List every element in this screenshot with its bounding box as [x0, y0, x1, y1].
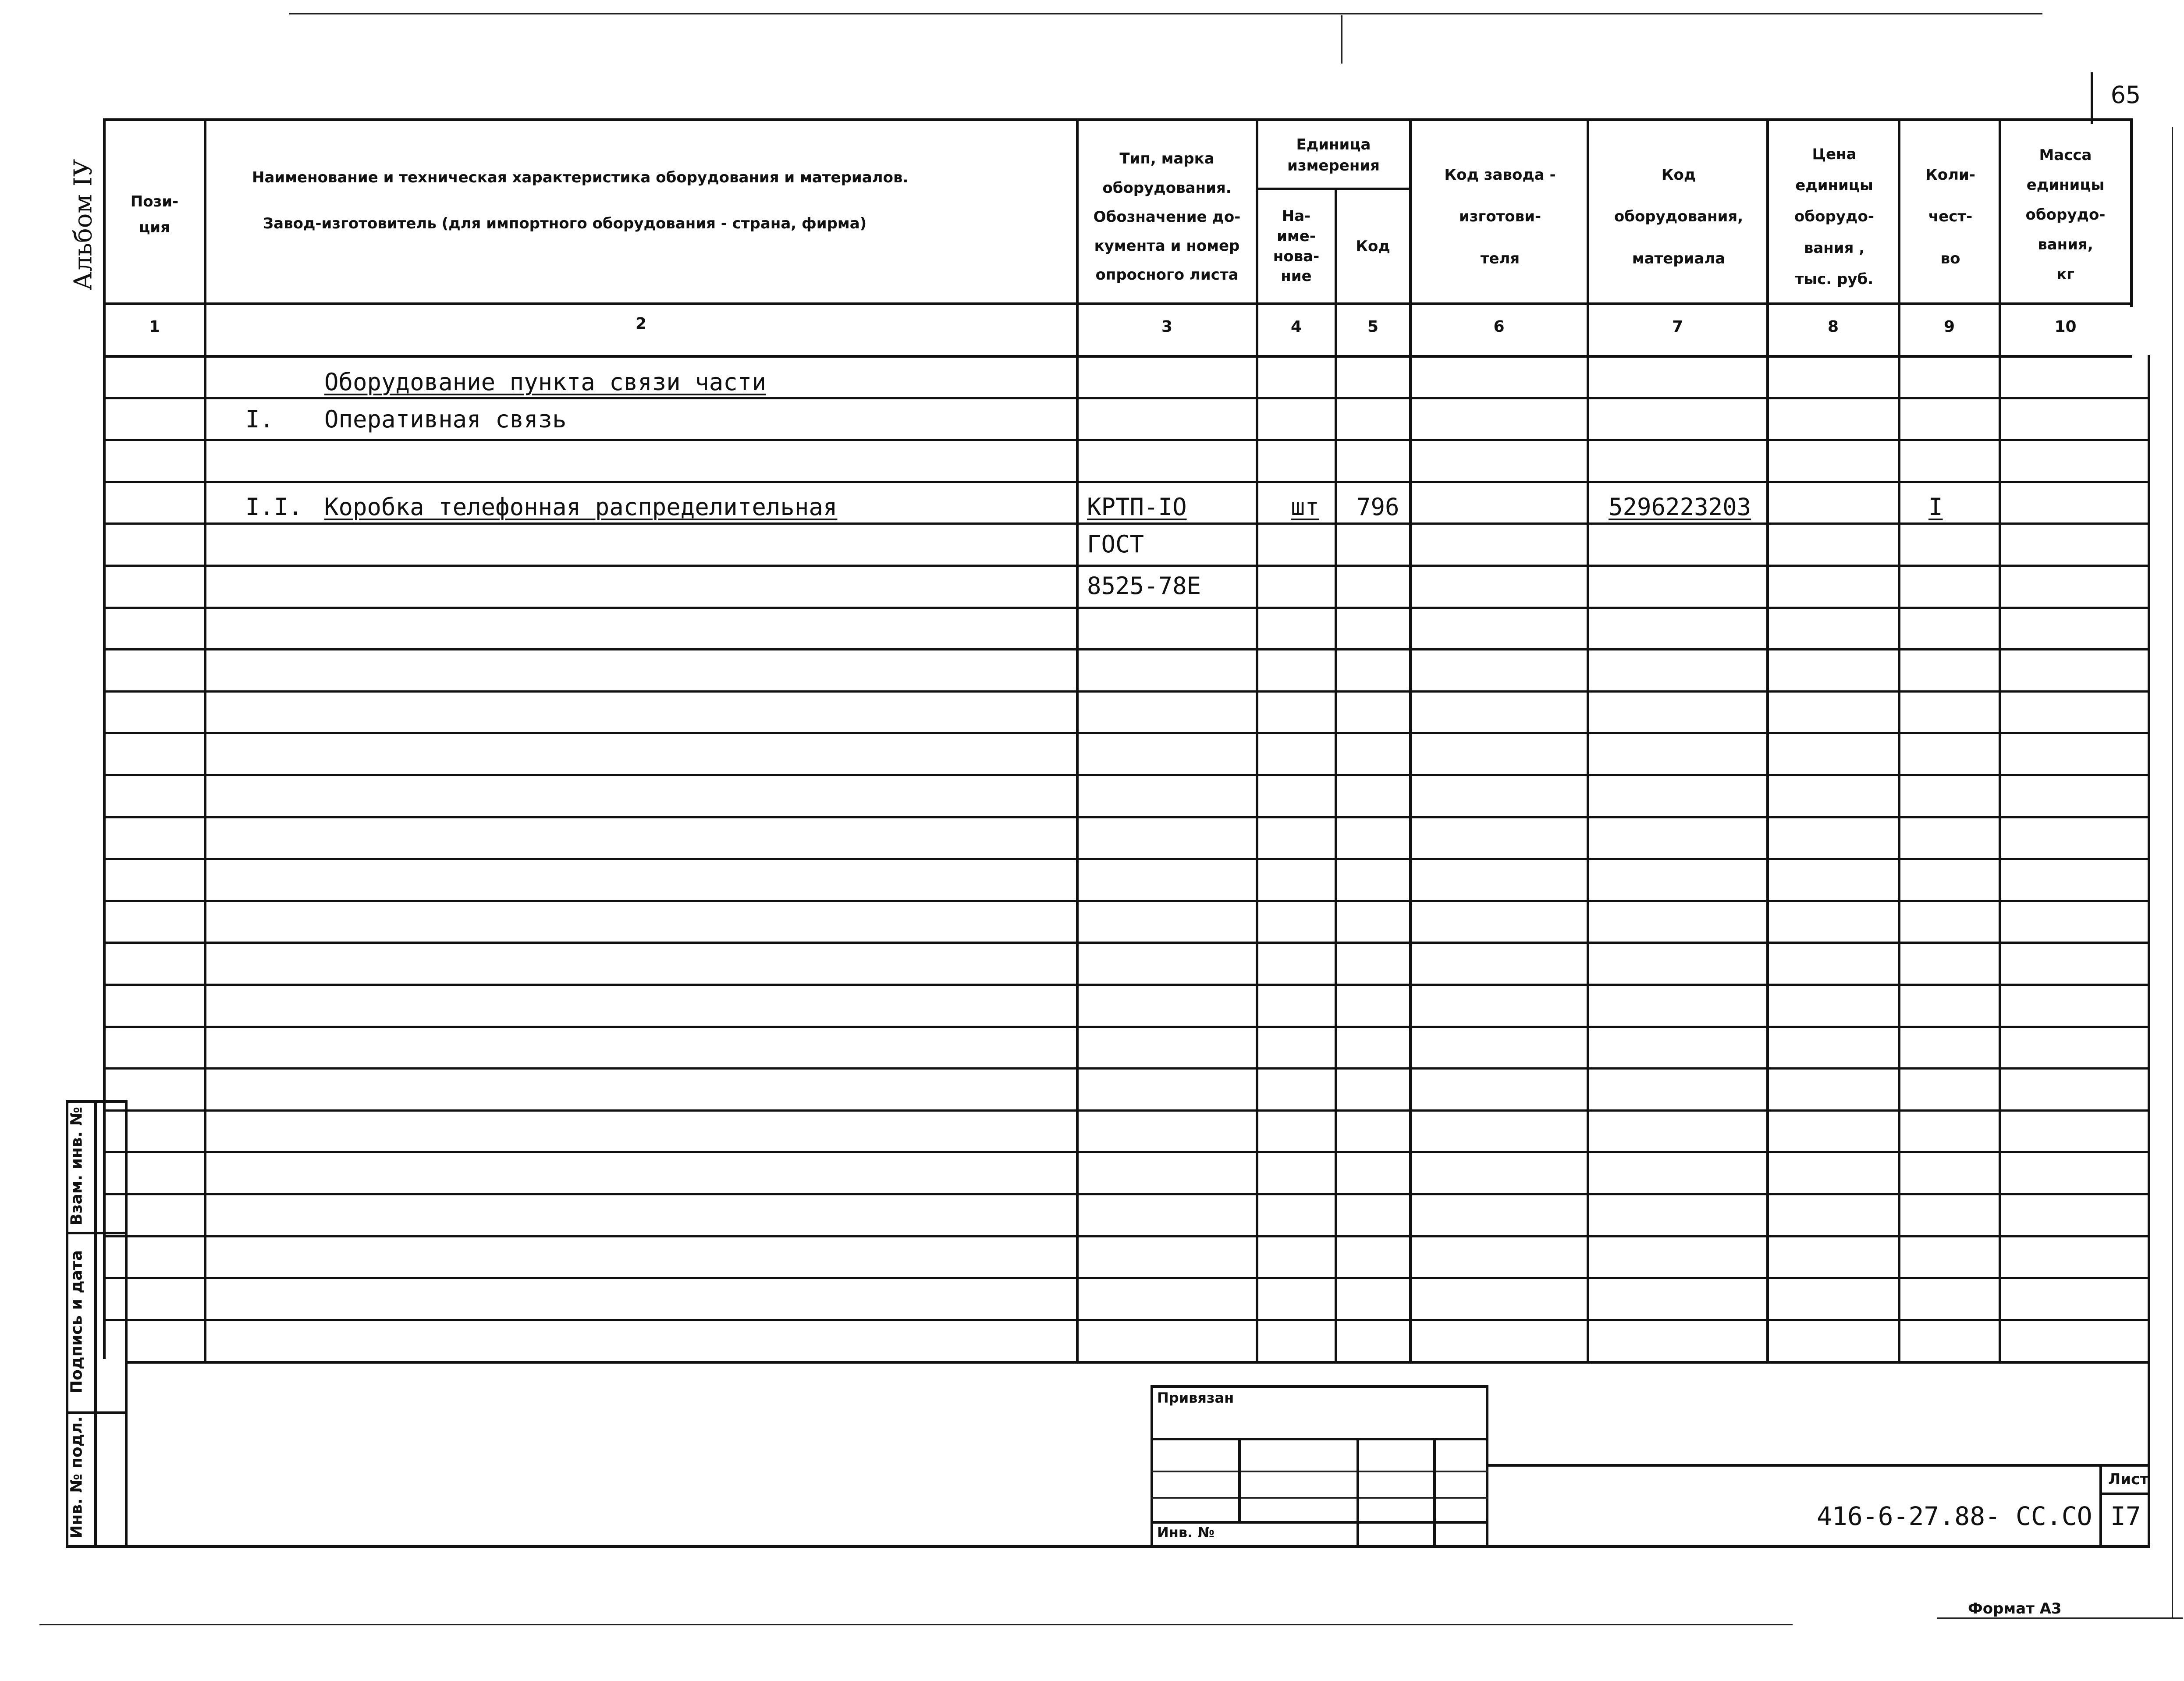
col-number-5: 5	[1367, 318, 1379, 336]
stamp-col-3	[1433, 1438, 1436, 1547]
list-box-left	[2099, 1464, 2102, 1547]
header-col-line-6	[1587, 118, 1589, 1363]
list-box-divider	[2099, 1493, 2150, 1495]
header-unit-code: Код	[1356, 237, 1390, 255]
header-bottom-line	[103, 302, 2132, 305]
table-row-line	[103, 648, 2150, 650]
table-row-line	[103, 1235, 2150, 1237]
header-col-line-5	[1409, 118, 1412, 1363]
table-row-line	[103, 774, 2150, 776]
table-row-line	[103, 1067, 2150, 1070]
side-label-vzam: Взам. инв. №	[67, 1107, 86, 1226]
table-row-line	[103, 1193, 2150, 1195]
header-position: Пози- ция	[130, 192, 179, 236]
header-col-line-0	[103, 118, 106, 1359]
col-number-7: 7	[1672, 318, 1683, 336]
list-value: I7	[2110, 1501, 2141, 1531]
stamp-line-3	[1151, 1497, 1488, 1499]
table-row-line	[103, 1026, 2150, 1028]
header-col-line-10	[2130, 118, 2133, 307]
header-col-line-7	[1766, 118, 1769, 1363]
list-label: Лист	[2108, 1471, 2148, 1488]
stamp-line-1	[1151, 1438, 1488, 1440]
side-label-podpis: Подпись и дата	[67, 1250, 86, 1393]
right-border	[2148, 355, 2150, 1545]
header-factory-code: Код завода - изготови- теля	[1444, 166, 1556, 267]
page-number-border	[2091, 72, 2093, 124]
item-unit: шт	[1291, 493, 1320, 521]
header-top-line	[103, 118, 2132, 121]
header-equipment-code: Код оборудования, материала	[1614, 166, 1744, 267]
table-row-line	[103, 481, 2150, 483]
document-code: 416-6-27.88- СС.СО	[1817, 1501, 2092, 1531]
header-col-line-8	[1898, 118, 1900, 1363]
item-type-line2: ГОСТ	[1087, 530, 1144, 558]
header-quantity: Коли- чест- во	[1925, 166, 1975, 267]
page-bottom-line	[66, 1545, 2150, 1548]
side-frame-right	[125, 1100, 128, 1547]
col-number-3: 3	[1161, 318, 1173, 336]
header-unit-group: Единица измерения	[1287, 136, 1380, 174]
stamp-inv-no: Инв. №	[1157, 1524, 1215, 1541]
table-row-line	[103, 439, 2150, 441]
header-col-line-1	[204, 118, 206, 1363]
scan-right-edge	[2172, 127, 2173, 1617]
stamp-line-2	[1151, 1471, 1488, 1472]
table-row-line	[103, 397, 2150, 399]
item-unit-code: 796	[1357, 493, 1399, 521]
header-col-line-3	[1256, 118, 1258, 1363]
side-label-inv-podl: Инв. № подл.	[67, 1416, 86, 1539]
item-type-line1: КРТП-IO	[1087, 493, 1187, 521]
side-inner-line	[94, 1100, 97, 1547]
item-position: I.I.	[245, 493, 303, 521]
table-row-line	[103, 1319, 2150, 1321]
header-type: Тип, марка оборудования. Обозначение до- кумента и номер опросного листа	[1093, 150, 1241, 284]
stamp-col-2	[1357, 1438, 1359, 1547]
title-block-top	[1486, 1464, 2150, 1467]
table-row-line	[103, 1109, 2150, 1112]
col-number-6: 6	[1493, 318, 1505, 336]
table-row-line	[103, 984, 2150, 986]
table-row-line	[103, 690, 2150, 693]
header-name-line2: Завод-изготовитель (для импортного оборудования - страна, фирма)	[263, 215, 867, 232]
header-price: Цена единицы оборудо- вания , тыс. руб.	[1794, 145, 1874, 288]
item-equipment-code: 5296223203	[1609, 493, 1751, 521]
table-bottom-line	[125, 1361, 2150, 1364]
header-unit-name: На- име- нова- ние	[1273, 207, 1320, 285]
table-row-line	[103, 522, 2150, 525]
table-row-line	[103, 900, 2150, 902]
scan-top-line	[289, 13, 2042, 14]
table-row-line	[103, 607, 2150, 609]
stamp-line-4	[1151, 1521, 1488, 1524]
table-row-line	[103, 942, 2150, 944]
format-underline	[1937, 1617, 2183, 1619]
header-col-line-9	[1999, 118, 2001, 1363]
stamp-col-1	[1238, 1438, 1241, 1521]
table-row-line	[103, 858, 2150, 860]
scan-center-mark	[1341, 15, 1342, 64]
stamp-top-line	[1151, 1385, 1488, 1388]
table-row-line	[103, 732, 2150, 734]
subsection-title: Оперативная связь	[324, 405, 567, 433]
col-number-9: 9	[1943, 318, 1955, 336]
subsection-number: I.	[245, 405, 274, 433]
header-name-line1: Наименование и техническая характеристика оборудования и материалов.	[252, 169, 909, 186]
header-col-line-2	[1076, 118, 1079, 1363]
item-name: Коробка телефонная распределительная	[324, 493, 838, 521]
unit-group-divider	[1256, 188, 1412, 190]
table-row-line	[103, 565, 2150, 567]
col-number-1: 1	[149, 318, 160, 336]
item-quantity: I	[1928, 493, 1943, 521]
col-number-10: 10	[2054, 318, 2077, 336]
table-row-line	[103, 1151, 2150, 1153]
page-number: 65	[2110, 81, 2141, 109]
col-number-8: 8	[1827, 318, 1839, 336]
header-mass: Масса единицы оборудо- вания, кг	[2025, 146, 2106, 283]
item-type-line3: 8525-78Е	[1087, 572, 1201, 600]
table-row-line	[103, 816, 2150, 818]
album-label: Альбом IУ	[69, 159, 98, 291]
colnum-bottom-line	[103, 355, 2132, 358]
scan-bottom-line	[39, 1624, 1793, 1625]
col-number-4: 4	[1290, 318, 1302, 336]
table-row-line	[103, 1277, 2150, 1279]
format-label: Формат А3	[1968, 1600, 2062, 1617]
col-number-2: 2	[635, 315, 647, 333]
stamp-privyazan: Привязан	[1157, 1390, 1234, 1406]
section-title: Оборудование пункта связи части	[324, 368, 766, 396]
